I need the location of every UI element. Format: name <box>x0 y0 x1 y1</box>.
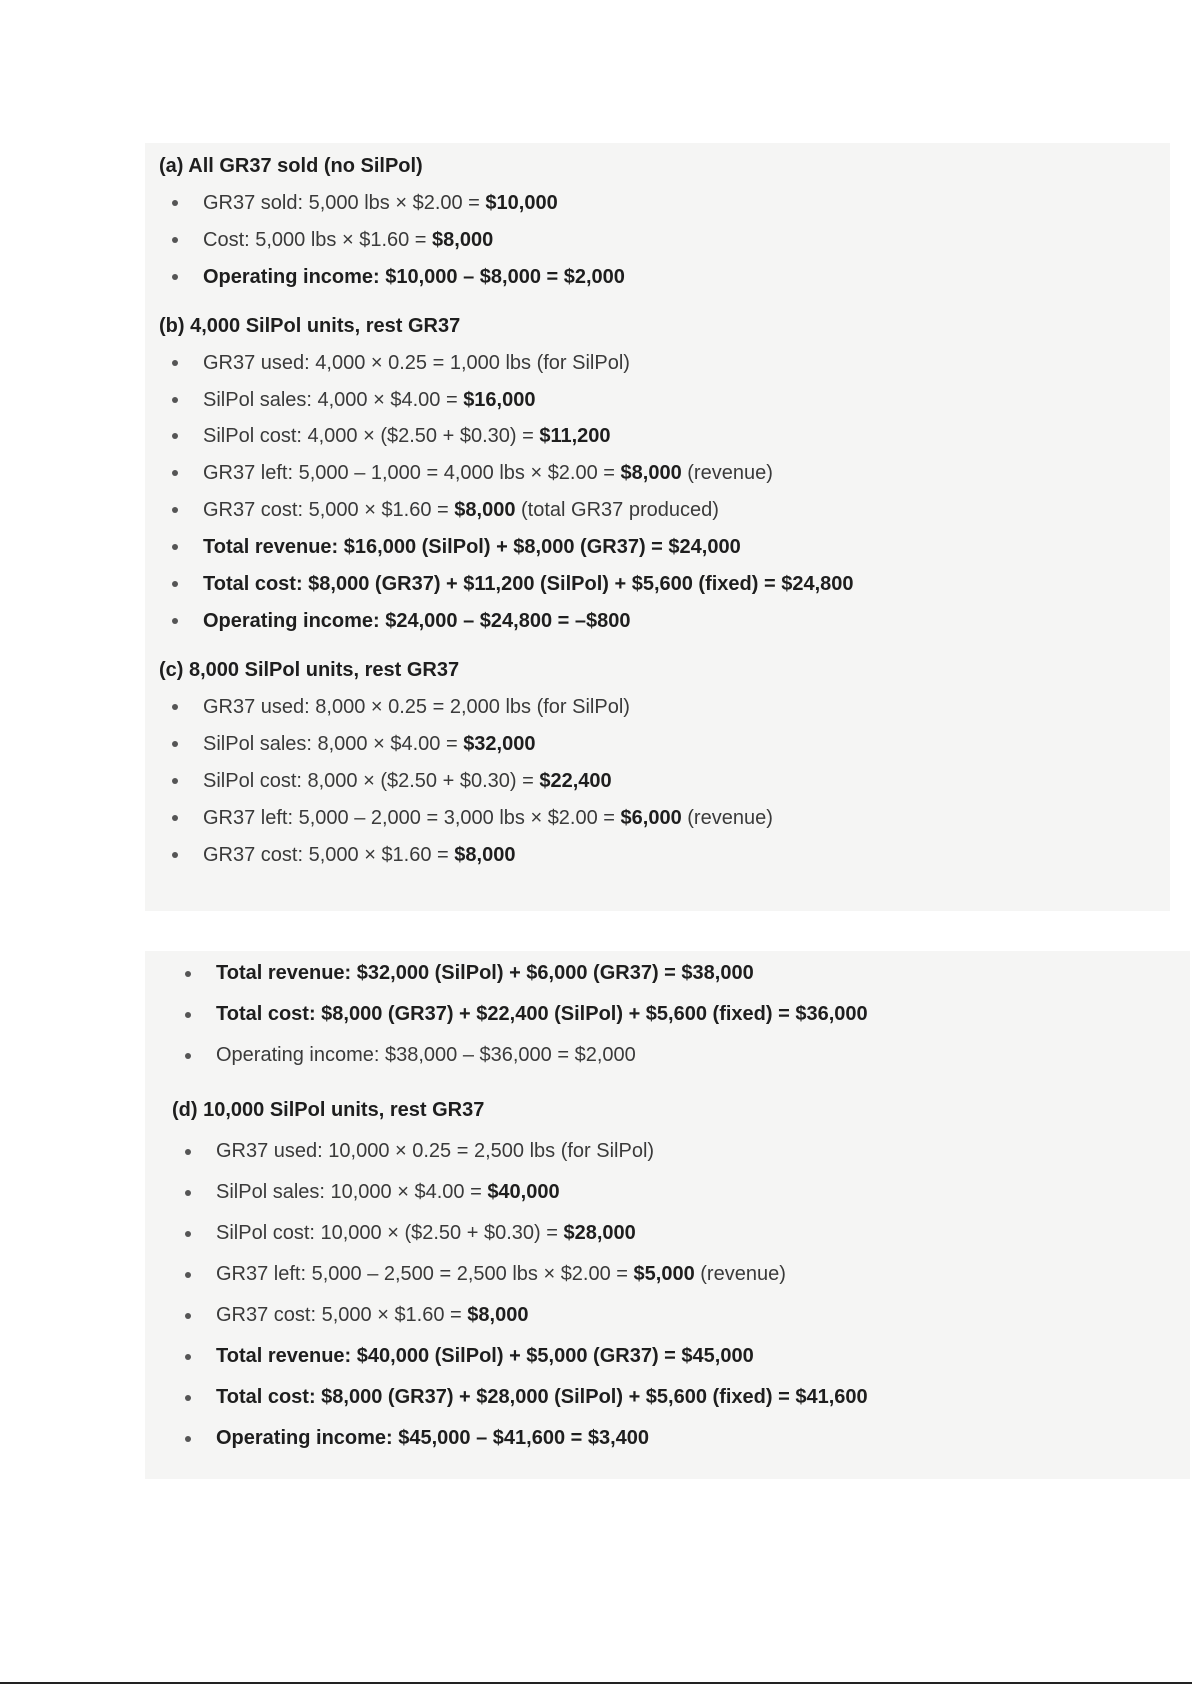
bullet-icon <box>172 274 178 280</box>
bullet-icon <box>172 237 178 243</box>
bullet-icon <box>172 815 178 821</box>
list-item: SilPol cost: 8,000 × ($2.50 + $0.30) = $22,400 <box>203 770 612 792</box>
bullet-icon <box>172 507 178 513</box>
list-item: GR37 cost: 5,000 × $1.60 = $8,000 <box>203 844 516 866</box>
list-item: GR37 sold: 5,000 lbs × $2.00 = $10,000 <box>203 192 558 214</box>
list-item: GR37 cost: 5,000 × $1.60 = $8,000 <box>216 1304 529 1326</box>
bullet-icon <box>185 1272 191 1278</box>
list-item: Total cost: $8,000 (GR37) + $22,400 (SilPol) + $5,600 (fixed) = $36,000 <box>216 1003 868 1025</box>
solution-panel-top <box>145 143 1170 911</box>
bullet-icon <box>172 397 178 403</box>
bullet-icon <box>185 1012 191 1018</box>
section-a-heading: (a) All GR37 sold (no SilPol) <box>159 155 423 177</box>
list-item: Total revenue: $40,000 (SilPol) + $5,000 (GR37) = $45,000 <box>216 1345 754 1367</box>
bullet-icon <box>172 433 178 439</box>
list-item: GR37 used: 8,000 × 0.25 = 2,000 lbs (for SilPol) <box>203 696 630 718</box>
list-item: GR37 used: 10,000 × 0.25 = 2,500 lbs (for SilPol) <box>216 1140 655 1162</box>
solution-panel-bottom <box>145 951 1190 1479</box>
list-item: Total revenue: $32,000 (SilPol) + $6,000 (GR37) = $38,000 <box>216 962 754 984</box>
bullet-icon <box>185 1436 191 1442</box>
bullet-icon <box>172 852 178 858</box>
list-item: Operating income: $38,000 – $36,000 = $2,000 <box>216 1044 636 1066</box>
bullet-icon <box>172 360 178 366</box>
bullet-icon <box>185 1149 191 1155</box>
list-item: Operating income: $45,000 – $41,600 = $3,400 <box>216 1427 650 1449</box>
list-item: GR37 left: 5,000 – 2,500 = 2,500 lbs × $2.00 = $5,000 (revenue) <box>216 1263 786 1285</box>
page-bottom-rule <box>0 1682 1192 1684</box>
bullet-icon <box>172 200 178 206</box>
section-d-heading: (d) 10,000 SilPol units, rest GR37 <box>172 1099 485 1121</box>
section-b-heading: (b) 4,000 SilPol units, rest GR37 <box>159 315 461 337</box>
bullet-icon <box>172 581 178 587</box>
bullet-icon <box>185 1395 191 1401</box>
list-item: GR37 cost: 5,000 × $1.60 = $8,000 (total GR37 produced) <box>203 499 719 521</box>
list-item: GR37 used: 4,000 × 0.25 = 1,000 lbs (for SilPol) <box>203 352 630 374</box>
bullet-icon <box>172 470 178 476</box>
bullet-icon <box>185 1354 191 1360</box>
bullet-icon <box>185 1190 191 1196</box>
list-item: GR37 left: 5,000 – 2,000 = 3,000 lbs × $2.00 = $6,000 (revenue) <box>203 807 773 829</box>
list-item: Operating income: $10,000 – $8,000 = $2,000 <box>203 266 625 288</box>
list-item: Total cost: $8,000 (GR37) + $28,000 (SilPol) + $5,600 (fixed) = $41,600 <box>216 1386 868 1408</box>
list-item: Total revenue: $16,000 (SilPol) + $8,000 (GR37) = $24,000 <box>203 536 741 558</box>
bullet-icon <box>185 1231 191 1237</box>
list-item: GR37 left: 5,000 – 1,000 = 4,000 lbs × $2.00 = $8,000 (revenue) <box>203 462 773 484</box>
bullet-icon <box>172 778 178 784</box>
bullet-icon <box>185 1053 191 1059</box>
list-item: Operating income: $24,000 – $24,800 = –$800 <box>203 610 631 632</box>
bullet-icon <box>172 618 178 624</box>
bullet-icon <box>185 971 191 977</box>
bullet-icon <box>172 741 178 747</box>
list-item: SilPol cost: 10,000 × ($2.50 + $0.30) = $28,000 <box>216 1222 636 1244</box>
list-item: Total cost: $8,000 (GR37) + $11,200 (SilPol) + $5,600 (fixed) = $24,800 <box>203 573 854 595</box>
list-item: SilPol cost: 4,000 × ($2.50 + $0.30) = $11,200 <box>203 425 611 447</box>
list-item: SilPol sales: 4,000 × $4.00 = $16,000 <box>203 389 536 411</box>
list-item: Cost: 5,000 lbs × $1.60 = $8,000 <box>203 229 494 251</box>
bullet-icon <box>172 704 178 710</box>
bullet-icon <box>172 544 178 550</box>
list-item: SilPol sales: 8,000 × $4.00 = $32,000 <box>203 733 536 755</box>
list-item: SilPol sales: 10,000 × $4.00 = $40,000 <box>216 1181 560 1203</box>
bullet-icon <box>185 1313 191 1319</box>
section-c-heading: (c) 8,000 SilPol units, rest GR37 <box>159 659 460 681</box>
